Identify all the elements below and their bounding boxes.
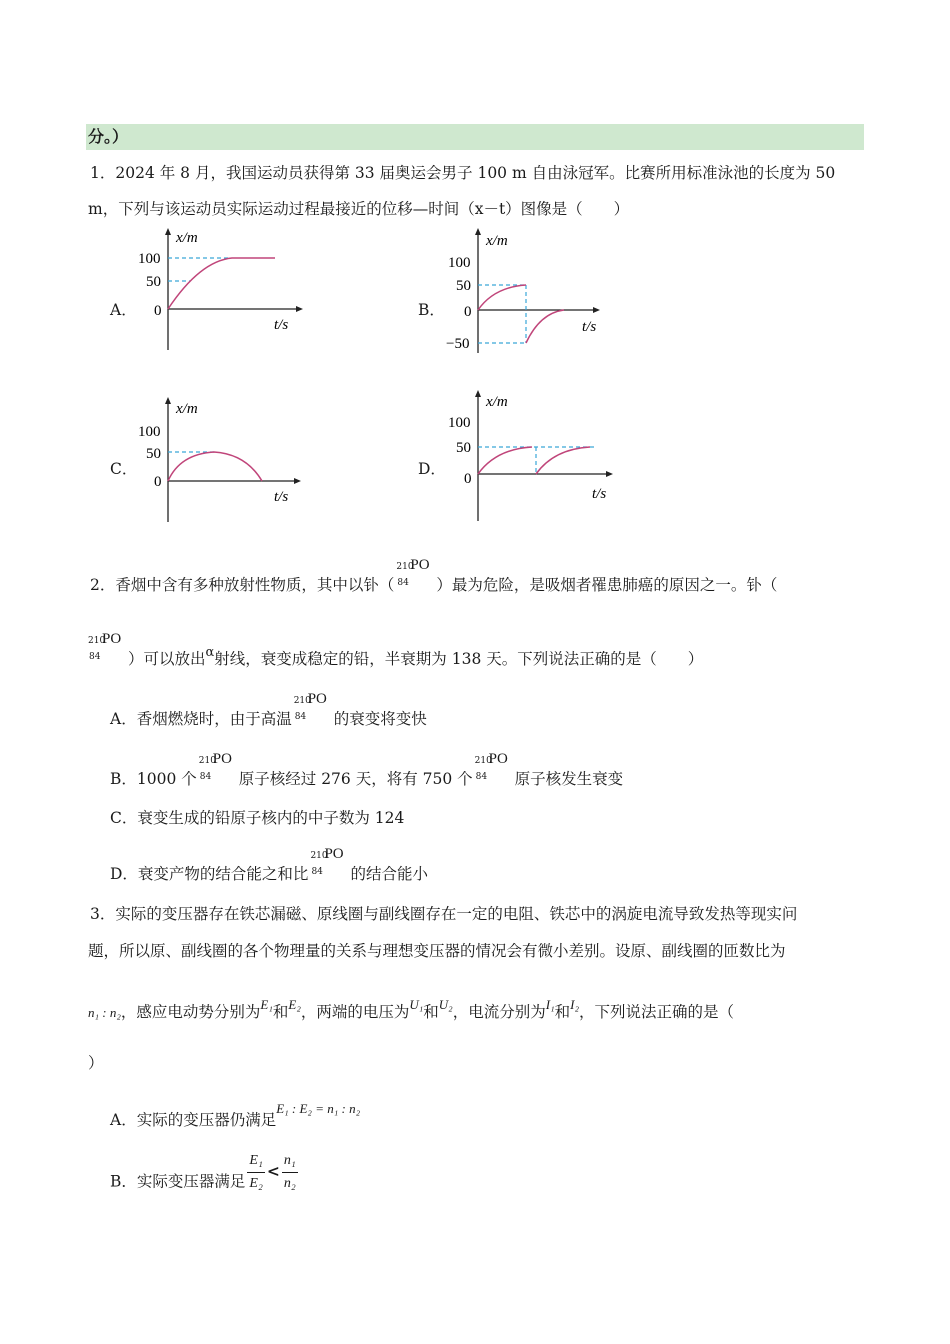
q3-line2: 题，所以原、副线圈的各个物理量的关系与理想变压器的情况会有微小差别。设原、副线圈的匝数比为 [88, 942, 786, 960]
po-nuclide: 210 84 PO [396, 557, 430, 588]
q2-option-c[interactable]: C．衰变生成的铅原子核内的中子数为 124 [110, 809, 405, 827]
q3-option-b[interactable]: B．实际变压器满足 $\frac{\text{E₁}}{\text{E₂}}$ < $\frac{\text{n₁}}{\text{n₂}}$ [110, 1150, 300, 1198]
q1-option-a-label[interactable]: A． [110, 301, 137, 319]
q1-line1: 1．2024 年 8 月，我国运动员获得第 33 届奥运会男子 100 m 自由泳冠军。比赛所用标准泳池的长度为 50 [90, 164, 836, 182]
graph-d [440, 385, 630, 525]
svg-text:0: 0 [154, 474, 162, 490]
curve [168, 258, 275, 309]
q1-line2: m，下列与该运动员实际运动过程最接近的位移—时间（x－t）图像是（ ） [88, 200, 630, 218]
q3-line4: ） [88, 1054, 104, 1072]
q2-option-b[interactable]: B．1000 个 210 84 PO 原子核经过 276 天，将有 750 个 210 84 PO 原子核发生衰变 [110, 751, 624, 788]
svg-text:100: 100 [448, 255, 471, 271]
q2-option-d[interactable]: D．衰变产物的结合能之和比 210 84 PO 的结合能小 [110, 846, 428, 883]
tick-100: 100 [138, 251, 161, 267]
graph-a [130, 225, 310, 355]
q2-line1: 2．香烟中含有多种放射性物质，其中以钋（ 210 84 PO ）最为危险，是吸烟者罹患肺癌的原因之一。钋（ [90, 557, 778, 594]
svg-text:x/m: x/m [486, 233, 508, 249]
svg-text:0: 0 [464, 304, 472, 320]
graph-b [440, 225, 620, 355]
svg-text:t/s: t/s [582, 319, 597, 335]
svg-text:100: 100 [448, 415, 471, 431]
svg-text:50: 50 [146, 446, 161, 462]
svg-text:0: 0 [464, 471, 472, 487]
q2-option-a[interactable]: A．香烟燃烧时，由于高温 210 84 PO 的衰变将变快 [110, 691, 427, 728]
svg-text:t/s: t/s [592, 486, 607, 502]
graph-c [130, 392, 310, 527]
q1-option-c-label[interactable]: C． [110, 460, 138, 478]
tick-0: 0 [154, 303, 162, 319]
q3-option-a[interactable]: A．实际的变压器仍满足$^{E_1 : E_2 = n_1 : n_2}$ [110, 1101, 361, 1129]
x-axis-arrow [296, 306, 303, 312]
tick-50: 50 [146, 274, 161, 290]
q1-option-b-label[interactable]: B． [418, 301, 445, 319]
y-label: x/m [176, 230, 198, 246]
po-nuclide: 210 84 PO [88, 631, 122, 662]
q2-line2: 210 84 PO ）可以放出$^\alpha$射线，衰变成稳定的铅，半衰期为 138 天。下列说法正确的是（ ） [88, 631, 704, 668]
q3-line1: 3．实际的变压器存在铁芯漏磁、原线圈与副线圈存在一定的电阻、铁芯中的涡旋电流导致发热等现实问 [90, 905, 798, 923]
svg-text:t/s: t/s [274, 489, 289, 505]
x-label: t/s [274, 317, 289, 333]
y-axis-arrow [165, 228, 171, 235]
svg-text:50: 50 [456, 278, 471, 294]
q1-option-d-label[interactable]: D． [418, 460, 446, 478]
section-banner: 分。） [86, 124, 864, 150]
svg-text:x/m: x/m [176, 401, 198, 417]
svg-text:50: 50 [456, 440, 471, 456]
svg-text:100: 100 [138, 424, 161, 440]
svg-text:x/m: x/m [486, 394, 508, 410]
q3-line3: n₁ : n₂，感应电动势分别为$^{E_1}$和$^{E_2}$，两端的电压为$^{U_1}$和$^{U_2}$，电流分别为$^{I_1}$和$^{I_2}$，下列说法正确的是（ [88, 997, 734, 1021]
svg-text:−50: −50 [446, 336, 470, 352]
